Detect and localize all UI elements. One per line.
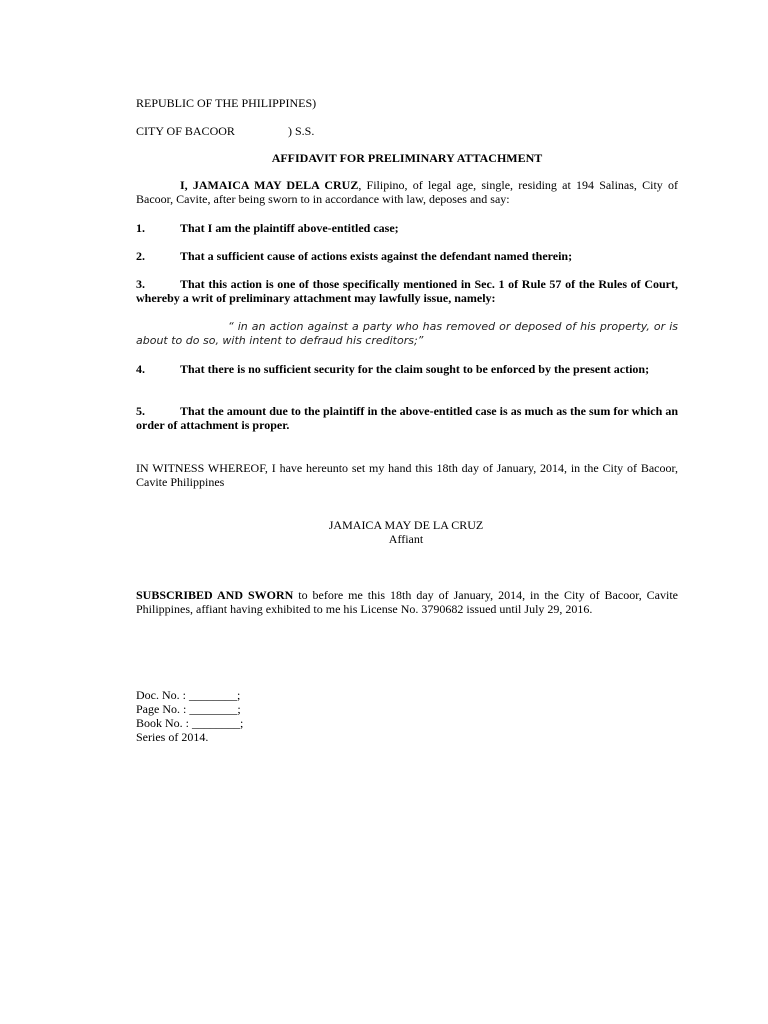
notarial-series: Series of 2014.: [136, 730, 209, 744]
jurat-text: to before me this 18th day of January, 2014, in the City of Bacoor, Cavite Philippines, affiant having exhibited to me his License No. 3790682 issued until July 29, 2016.: [136, 588, 678, 616]
signature-role: Affiant: [388, 532, 424, 546]
notarial-book-no: Book No. : ________;: [136, 716, 244, 730]
numbered-item-2: [136, 249, 572, 263]
jurat-paragraph: [136, 588, 678, 616]
numbered-item-5: [136, 404, 678, 432]
document-title: AFFIDAVIT FOR PRELIMINARY ATTACHMENT: [271, 151, 543, 165]
caption-city: CITY OF BACOOR: [136, 124, 235, 138]
item-text: That this action is one of those specifically mentioned in Sec. 1 of Rule 57 of the Rules of Court, whereby a writ of preliminary attachment may lawfully issue, namely:: [136, 277, 678, 305]
item-number: 1.: [136, 221, 145, 235]
item-number: 2.: [136, 249, 145, 263]
notarial-page-no: Page No. : ________;: [136, 702, 241, 716]
affiant-name-intro: I, JAMAICA MAY DELA CRUZ: [180, 178, 359, 192]
jurat-lead: SUBSCRIBED AND SWORN: [136, 588, 294, 602]
item-text: That I am the plaintiff above-entitled case;: [180, 221, 399, 235]
signature-name: JAMAICA MAY DE LA CRUZ: [328, 518, 484, 532]
numbered-item-1: [136, 221, 399, 235]
item-text: That the amount due to the plaintiff in the above-entitled case is as much as the sum for which an order of attachment is proper.: [136, 404, 678, 432]
caption-republic: REPUBLIC OF THE PHILIPPINES): [136, 96, 317, 110]
intro-paragraph: [136, 178, 678, 206]
witness-clause: IN WITNESS WHEREOF, I have hereunto set my hand this 18th day of January, 2014, in the City of Bacoor, Cavite Philippines: [136, 461, 678, 489]
caption-ss: ) S.S.: [288, 124, 315, 138]
item-number: 5.: [136, 404, 145, 418]
numbered-item-4: [136, 362, 678, 376]
numbered-item-3: [136, 277, 678, 305]
quoted-provision: “ in an action against a party who has removed or deposed of his property, or is about to do so, with intent to defraud his creditors;”: [136, 320, 678, 347]
intro-text: , Filipino, of legal age, single, residing at 194 Salinas, City of Bacoor, Cavite, after being sworn to in accordance with law, deposes and say:: [136, 178, 678, 206]
item-number: 3.: [136, 277, 145, 291]
item-number: 4.: [136, 362, 145, 376]
item-text: That a sufficient cause of actions exists against the defendant named therein;: [180, 249, 573, 263]
item-text: That there is no sufficient security for the claim sought to be enforced by the present action;: [180, 362, 650, 376]
caption-city-line: [136, 124, 314, 138]
notarial-doc-no: Doc. No. : ________;: [136, 688, 241, 702]
